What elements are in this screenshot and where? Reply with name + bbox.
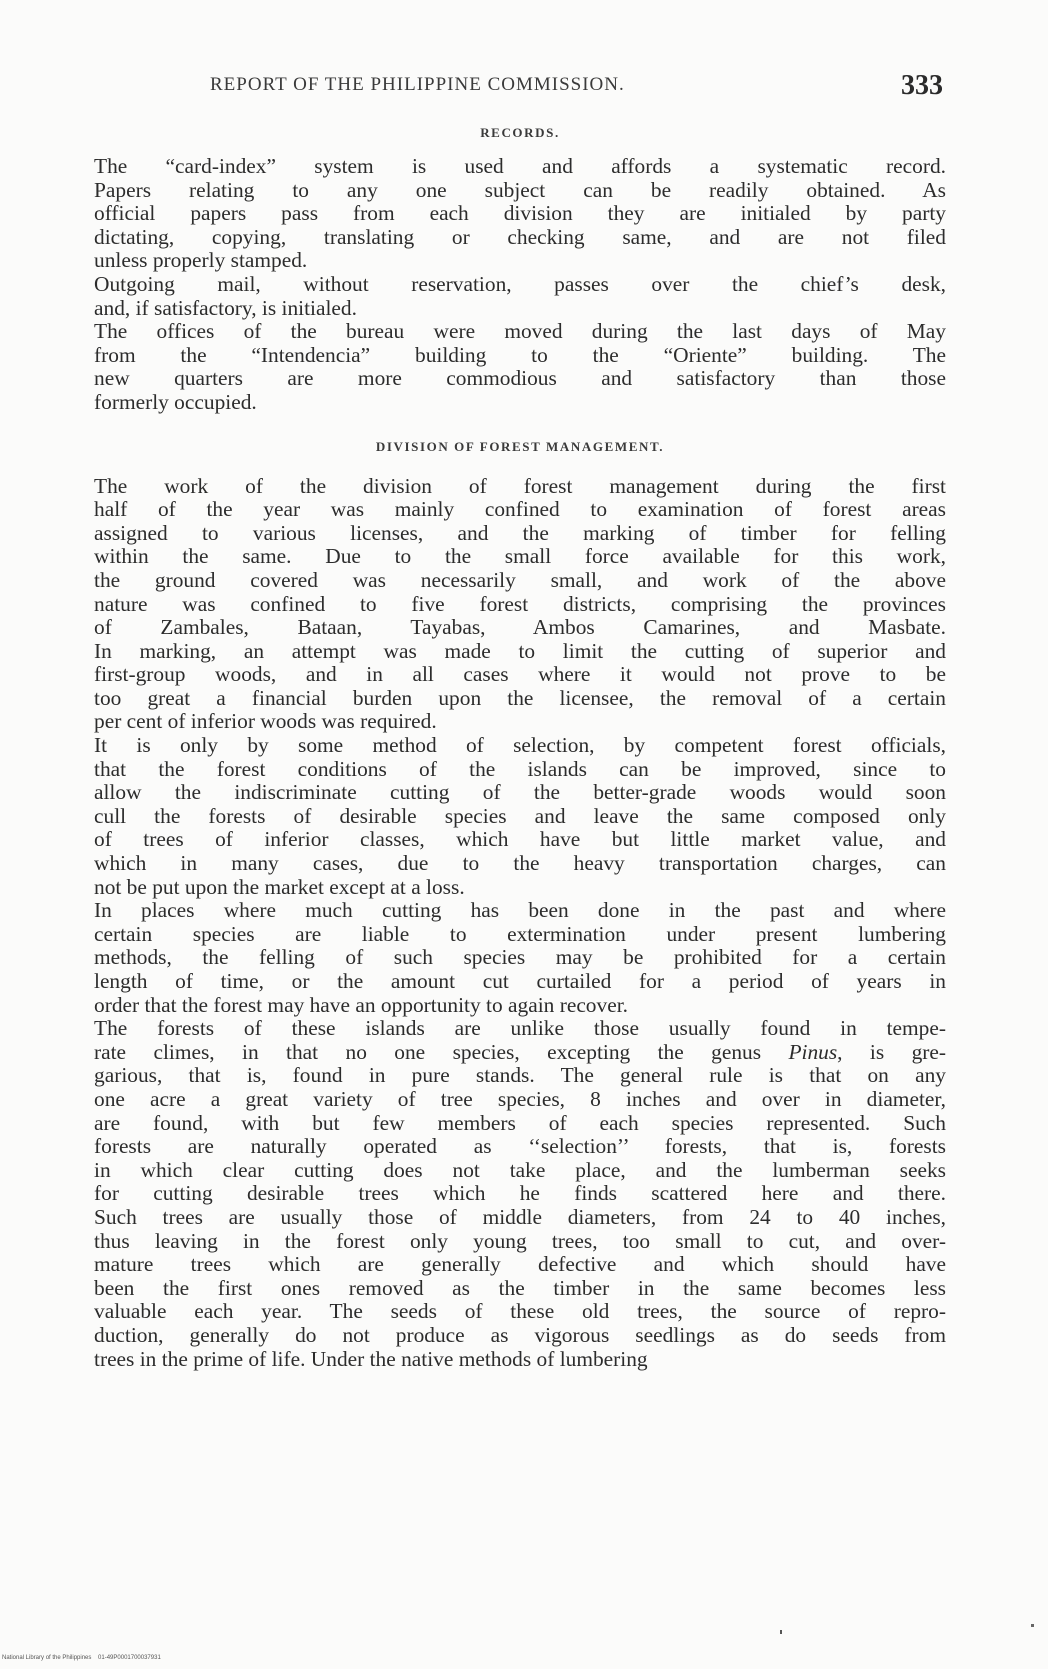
- text-line: The forests of these islands are unlike those usually found in tempe-: [94, 1016, 946, 1041]
- text-line: first-group woods, and in all cases where it would not prove to be: [94, 662, 946, 687]
- text-line: the ground covered was necessarily small, and work of the above: [94, 567, 946, 592]
- text-line: new quarters are more commodious and satisfactory than those: [94, 366, 946, 391]
- text-line: that the forest conditions of the islands can be improved, since to: [94, 756, 946, 781]
- text-line: length of time, or the amount cut curtailed for a period of years in: [94, 969, 946, 993]
- forest-management-section: [94, 475, 946, 1372]
- genus-name: Pinus: [788, 1039, 838, 1064]
- text-line: mature trees which are generally defective and which should have: [94, 1252, 946, 1277]
- text-line: The “card-index” system is used and affords a systematic record.: [94, 154, 946, 178]
- text-line: half of the year was mainly confined to examination of forest areas: [94, 497, 946, 522]
- text-line: not be put upon the market except at a loss.: [94, 874, 465, 899]
- text-line: of trees of inferior classes, which have but little market value, and: [94, 827, 946, 852]
- running-title: REPORT OF THE PHILIPPINE COMMISSION.: [210, 74, 625, 95]
- corner-mark: [1031, 1624, 1034, 1627]
- text-line: trees in the prime of life. Under the native methods of lumbering: [94, 1346, 648, 1371]
- text-line: certain species are liable to extermination under present lumbering: [94, 921, 946, 946]
- text-line: The work of the division of forest management during the first: [94, 473, 946, 498]
- text-line: and, if satisfactory, is initialed.: [94, 295, 357, 320]
- text-line: official papers pass from each division they are initialed by party: [94, 201, 946, 226]
- text-line: The offices of the bureau were moved during the last days of May: [94, 319, 946, 344]
- text-line: which in many cases, due to the heavy transportation charges, can: [94, 851, 946, 876]
- text-line: dictating, copying, translating or checking same, and are not filed: [94, 224, 946, 249]
- text-line: Papers relating to any one subject can be readily obtained. As: [94, 177, 946, 202]
- paragraph: [94, 899, 946, 1017]
- text-line: been the first ones removed as the timber in the same becomes less: [94, 1275, 946, 1300]
- text-line: Outgoing mail, without reservation, passes over the chief’s desk,: [94, 271, 946, 296]
- paragraph: [94, 155, 946, 273]
- text-line: unless properly stamped.: [94, 248, 308, 273]
- text-line: valuable each year. The seeds of these old trees, the source of repro-: [94, 1299, 946, 1324]
- text-line: In places where much cutting has been done in the past and where: [94, 898, 946, 923]
- scan-source-note: National Library of the Philippines 01-49P0001700037931: [2, 1655, 161, 1661]
- stray-mark: [780, 1630, 782, 1634]
- text-line: are found, with but few members of each species represented. Such: [94, 1110, 946, 1135]
- text-line: In marking, an attempt was made to limit the cutting of superior and: [94, 638, 946, 663]
- paragraph: [94, 475, 946, 735]
- text-line: rate climes, in that no one species, excepting the genus Pinus, is gre-: [94, 1039, 947, 1064]
- text-line: It is only by some method of selection, by competent forest officials,: [94, 733, 946, 758]
- text-line: too great a financial burden upon the licensee, the removal of a certain: [94, 685, 946, 710]
- text-line: one acre a great variety of tree species, 8 inches and over in diameter,: [94, 1086, 946, 1111]
- text-line: thus leaving in the forest only young trees, too small to cut, and over-: [94, 1228, 946, 1253]
- page-body: [94, 125, 946, 1371]
- section-heading-forest-management: DIVISION OF FOREST MANAGEMENT.: [375, 438, 665, 454]
- text-line: per cent of inferior woods was required.: [94, 709, 437, 734]
- paragraph: [94, 273, 946, 320]
- text-line: Such trees are usually those of middle diameters, from 24 to 40 inches,: [94, 1204, 946, 1229]
- text-line: in which clear cutting does not take place, and the lumberman seeks: [94, 1157, 946, 1182]
- page-header: [95, 70, 943, 110]
- text-line: for cutting desirable trees which he finds scattered here and there.: [94, 1181, 946, 1206]
- text-line: duction, generally do not produce as vigorous seedlings as do seeds from: [94, 1322, 946, 1347]
- page-number: 333: [901, 70, 943, 101]
- text-line: garious, that is, found in pure stands. The general rule is that on any: [94, 1063, 946, 1088]
- text-line: formerly occupied.: [94, 389, 257, 414]
- text-line: order that the forest may have an opportunity to again recover.: [94, 992, 628, 1017]
- text-line: of Zambales, Bataan, Tayabas, Ambos Camarines, and Masbate.: [94, 615, 946, 640]
- records-section: [94, 155, 946, 415]
- text-line: within the same. Due to the small force available for this work,: [94, 544, 946, 569]
- text-line: cull the forests of desirable species and leave the same composed only: [94, 803, 946, 828]
- section-heading-records: RECORDS.: [480, 125, 560, 140]
- text-line: from the “Intendencia” building to the “Oriente” building. The: [94, 342, 946, 367]
- text-line: nature was confined to five forest districts, comprising the provinces: [94, 591, 946, 616]
- paragraph: [94, 320, 946, 414]
- paragraph: [94, 734, 946, 899]
- paragraph: [94, 1017, 946, 1371]
- text-line: assigned to various licenses, and the marking of timber for felling: [94, 520, 946, 545]
- text-line: methods, the felling of such species may be prohibited for a certain: [94, 945, 946, 970]
- text-line: forests are naturally operated as ‘‘selection’’ forests, that is, forests: [94, 1134, 946, 1159]
- text-line: allow the indiscriminate cutting of the better-grade woods would soon: [94, 780, 946, 805]
